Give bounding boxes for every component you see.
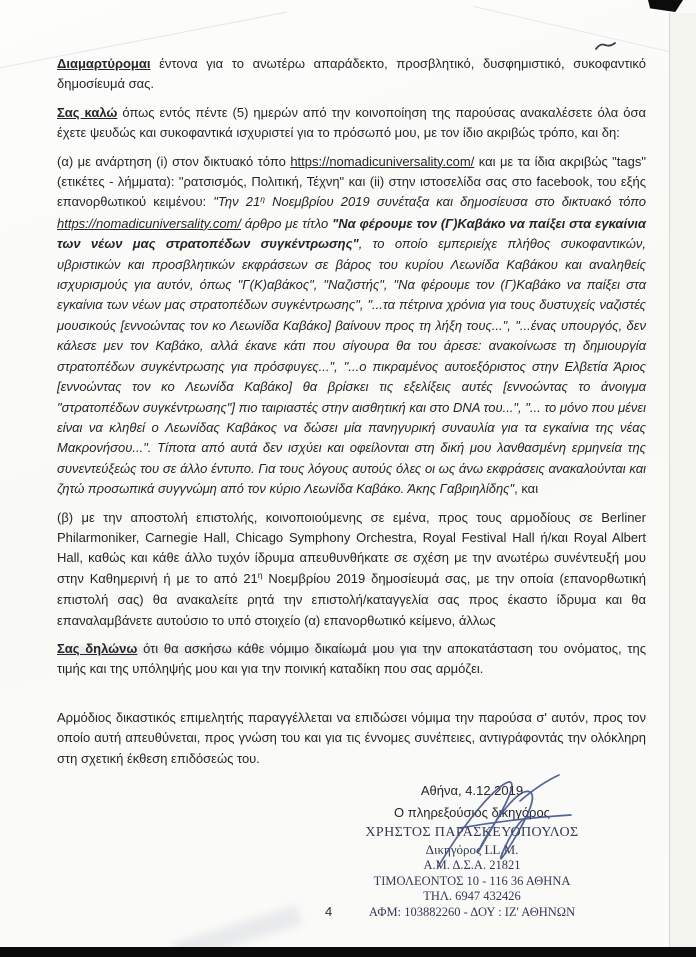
text-run: η — [260, 194, 265, 205]
text-run: "Την 21 — [213, 194, 261, 210]
protest-lead-word: Διαμαρτύρομαι — [57, 56, 151, 71]
website-url-link-1: https://nomadicuniversality.com/ — [290, 153, 475, 169]
text-run: Αρμόδιος δικαστικός επιμελητής παραγγέλλεται να επιδώσει νόμιμα την παρούσα σ' αυτόν, προς τον οποίο αυτή απευθύνεται, προς γνώση του και για τις έννομες συνέπειες, αντιγράφοντάς την ολόκληρη στη σχετική έκθεση επιδόσεώς του. — [57, 709, 646, 766]
signatory-title: Δικηγόρος LL.M. — [425, 842, 519, 857]
paragraph-item-b — [57, 508, 646, 631]
letter-body — [57, 54, 646, 920]
text-run: Νοεμβρίου 2019 συνέταξα και δημοσίευσα στο δικτυακό τόπο — [264, 194, 647, 210]
text-run: Νοεμβρίου 2019 δημοσίευμά σας, με την οποία (επανορθωτική επιστολή σας) θα ανακαλείτε ρητά την επιστολή/καταγγελία σας προς έκαστο ίδρυμα και θα επαναλαμβάνετε αυτούσιο το υπό στοιχείο (α) επανορθωτικό κείμενο, άλλως — [57, 570, 647, 628]
website-url-link-2: https://nomadicuniversality.com/ — [57, 215, 241, 231]
place-date: Αθήνα, 4.12.2019 — [420, 783, 524, 798]
paragraph-bailiff-order — [57, 708, 646, 769]
text-run: , το οποίο εμπεριείχε πλήθος συκοφαντικών, υβριστικών και προσβλητικών εκφράσεων σε βάρος του κυρίου Λεωνίδα Καβάκου και αναληθείς ισχυρισμούς για αυτόν, όπως "Γ(Κ)αβάκος", "Ναζιστής", "Να φέρουμε τον (Γ)Καβάκο να παίξει στα εγκαίνια των νέων μας στρατοπέδων συγκέντρωσης", "...τα πέτρινα χρόνια για τους δυστυχείς ναζιστές μουσικούς [εννοώντας τον κο Λεωνίδα Καβάκο] βαίνουν προς τη λήξη τους...", "...ένας υπουργός, δεν κάλεσε μεν τον Καβάκο, αλλά έκανε κάτι που σίγουρα θα του άρεσε: ανακοίνωσε τη δημιουργία στρατοπέδων συγκέντρωσης για πρόσφυγες...", "...ο πικραμένος αυτοεξόριστος στην Ελβετία Άριος [εννοώντας τον κο Λεωνίδα Καβάκο] θα βρίσκει τις εξελίξεις αυτές [εννοώντας το άνοιγμα "στρατοπέδων συγκέντρωσης"] πιο ταιριαστές στην αισθητική και στο DNA του...", "... το μόνο που μένει είναι να κληθεί ο Λεωνίδας Καβάκος να δώσει μία πανηγυρική συναυλία για τα εγκαίνια της νέας Μακρονήσου...". Τίποτα από αυτά δεν ισχύει και οφείλονται στη δική μου λανθασμένη ερμηνεία της συνεντεύξεώς του σε άλλο έντυπο. Για τους λόγους αυτούς όλες οι ως άνω εκφράσεις ανακαλούνται και ζητώ προσωπικά συγγνώμη από τον κύριο Λεωνίδα Καβάκο. Άκης Γαβριηλίδης" — [57, 236, 646, 497]
text-run: η — [257, 570, 263, 581]
paragraph-declaration — [57, 639, 646, 680]
bar-registration: Α.Μ. Δ.Σ.Α. 21821 — [423, 858, 521, 872]
demand-lead-word: Σας καλώ — [57, 104, 118, 120]
declaration-lead-word: Σας δηλώνω — [57, 640, 138, 656]
text-run: όπως εντός πέντε (5) ημερών από την κοινοποίηση της παρούσας ανακαλέσετε όλα όσα έχετε ψευδώς και συκοφαντικά ισχυριστεί για το πρόσωπό μου, με τον ίδιο ακριβώς τρόπο, και δη: — [57, 104, 647, 141]
article-title: "Να φέρουμε τον (Γ)Καβάκο να παίξει στα εγκαίνια των νέων μας στρατοπέδων συγκέντρωσης" — [57, 215, 646, 252]
paragraph-demand — [57, 103, 646, 144]
closing-block — [322, 783, 622, 920]
text-run: (β) με την αποστολή επιστολής, κοινοποιούμενης σε εμένα, προς τους αρμοδίους σε Berliner Philarmoniker, Carnegie Hall, Chicago Symphony Orchestra, Royal Festival Hall ή/και Royal Albert Hall, καθώς και κάθε άλλο τυχόν ίδρυμα απευθυνθήκατε σε σχέση με την ανωτέρω συνέντευξή μου στην Καθημερινή ή με το από 21 — [57, 509, 646, 586]
text-run: έντονα για το ανωτέρω απαράδεκτο, προσβλητικό, δυσφημιστικό, συκοφαντικό δημοσίευμά σας. — [57, 56, 646, 92]
paper-edge — [669, 13, 696, 947]
signatory-tax-info: ΑΦΜ: 103882260 - ΔΟΥ : ΙΖ' ΑΘΗΝΩΝ — [368, 904, 576, 919]
scanner-corner-artifact — [648, 0, 683, 12]
paragraph-protest — [57, 54, 646, 95]
text-run: και με τα ίδια ακριβώς "tags" (ετικέτες - λήμματα): "ρατσισμός, Πολιτική, Τέχνη" και (ii) στην ιστοσελίδα σας στο facebook, του εξής επανορθωτικού κειμένου: — [57, 153, 646, 210]
text-run: , και — [514, 481, 539, 497]
text-run: ότι θα ασκήσω κάθε νόμιμο δικαίωμά μου για την αποκατάσταση του ονόματος, της τιμής και της υπόληψής μου και για την ποινική καταδίκη που σας αρμόζει. — [57, 640, 646, 677]
signatory-capacity: Ο πληρεξούσιος δικηγόρος — [394, 805, 550, 820]
scanner-bottom-artifact — [0, 947, 696, 957]
text-run: (α) με ανάρτηση (i) στον δικτυακό τόπο — [57, 153, 291, 169]
page-number: 4 — [325, 904, 333, 919]
signatory-name: ΧΡΗΣΤΟΣ ΠΑΡΑΣΚΕΥΟΠΟΥΛΟΣ — [365, 825, 579, 840]
pen-mark — [595, 40, 617, 53]
paragraph-item-a — [57, 152, 646, 500]
signatory-phone: ΤΗΛ. 6947 432426 — [423, 889, 521, 903]
text-run: άρθρο με τίτλο — [241, 215, 333, 231]
signatory-address: ΤΙΜΟΛΕΟΝΤΟΣ 10 - 116 36 ΑΘΗΝΑ — [373, 873, 571, 888]
